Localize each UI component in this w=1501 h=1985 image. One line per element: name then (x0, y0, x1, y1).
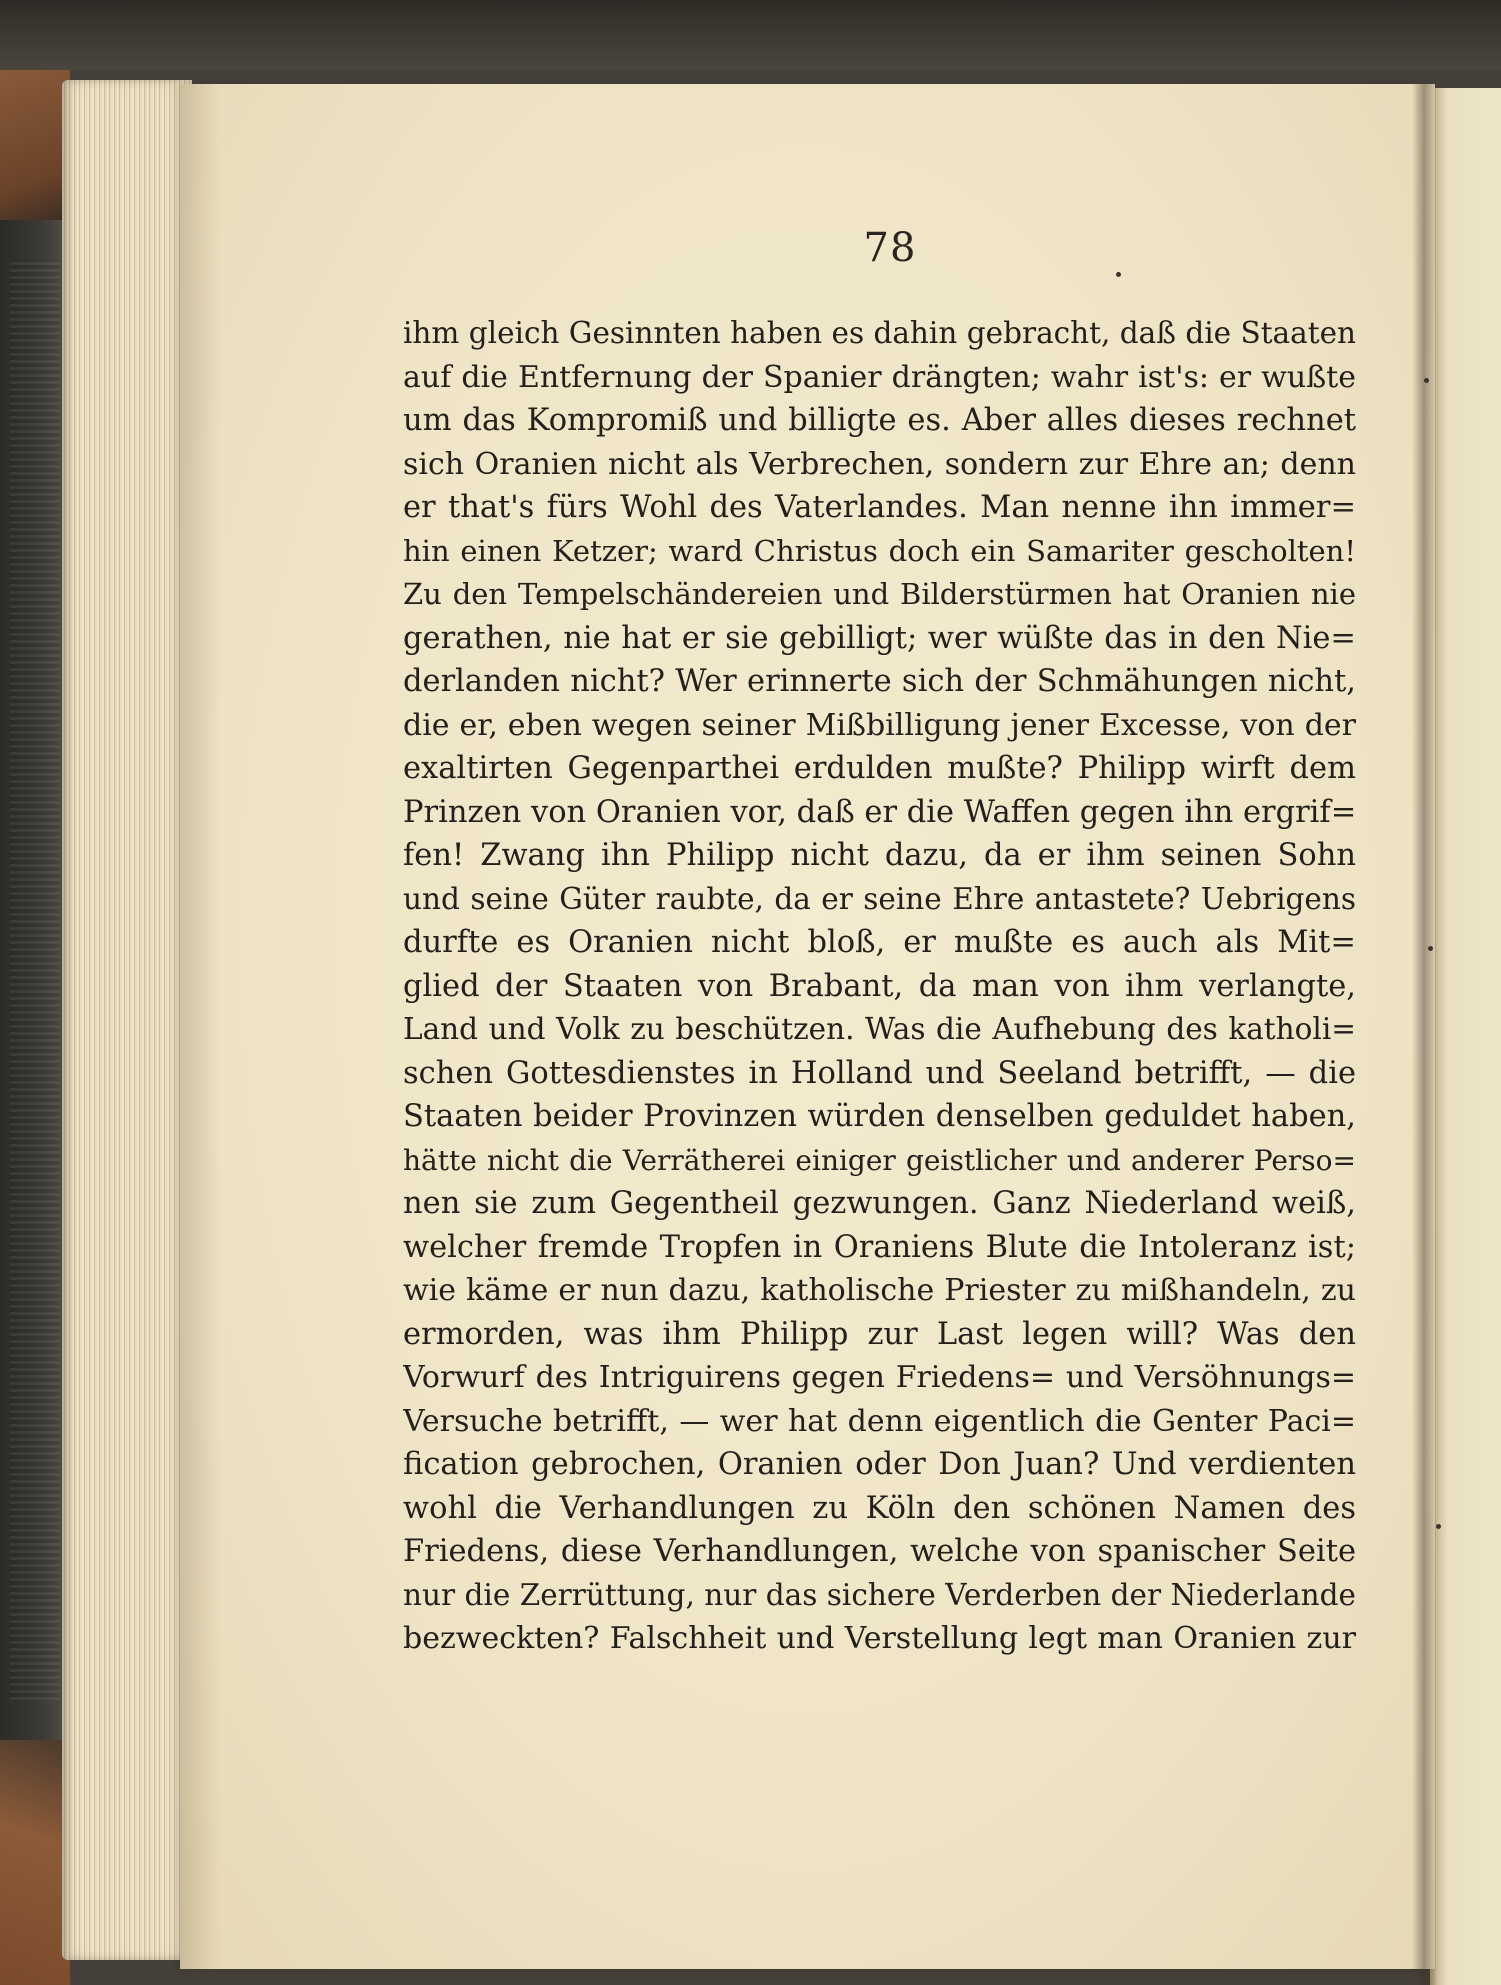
text-line: Staaten beider Provinzen würden denselben geduldet haben, (403, 1099, 1356, 1134)
text-line: Prinzen von Oranien vor, daß er die Waffen gegen ihn ergrif= (403, 794, 1356, 830)
text-line: auf die Entfernung der Spanier drängten; wahr ist's: er wußte (403, 359, 1356, 395)
page-fold-shadow (1412, 84, 1436, 1985)
page-number: 78 (863, 225, 917, 271)
margin-mark (1116, 272, 1121, 277)
text-line: gerathen, nie hat er sie gebilligt; wer wüßte das in den Nie= (403, 620, 1356, 656)
text-line: bezweckten? Falschheit und Verstellung legt man Oranien zur (403, 1621, 1356, 1656)
text-line: nur die Zerrüttung, nur das sichere Verderben der Niederlande (403, 1577, 1356, 1612)
text-line: glied der Staaten von Brabant, da man von ihm verlangte, (403, 968, 1356, 1004)
text-line: hätte nicht die Verrätherei einiger geistlicher und anderer Perso= (403, 1143, 1356, 1177)
text-line: um das Kompromiß und billigte es. Aber alles dieses rechnet (403, 403, 1356, 438)
text-line: schen Gottesdienstes in Holland und Seeland betrifft, — die (403, 1055, 1356, 1091)
text-line: Friedens, diese Verhandlungen, welche von spanischer Seite (403, 1534, 1356, 1569)
text-line: derlanden nicht? Wer erinnerte sich der Schmähungen nicht, (403, 664, 1356, 699)
text-line: wie käme er nun dazu, katholische Priester zu mißhandeln, zu (403, 1273, 1356, 1308)
text-line: Vorwurf des Intriguirens gegen Friedens= und Versöhnungs= (403, 1360, 1356, 1395)
text-line: exaltirten Gegenparthei erdulden mußte? Philipp wirft dem (403, 751, 1356, 786)
cover-texture (10, 260, 60, 1700)
page-text (403, 312, 1356, 1661)
text-line: die er, eben wegen seiner Mißbilligung jener Excesse, von der (403, 707, 1356, 743)
page-edges (62, 80, 192, 1960)
text-line: ihm gleich Gesinnten haben es dahin gebracht, daß die Staaten (403, 316, 1356, 350)
text-line: fen! Zwang ihn Philipp nicht dazu, da er ihm seinen Sohn (403, 838, 1356, 873)
margin-mark (1428, 946, 1433, 951)
text-line: sich Oranien nicht als Verbrechen, sondern zur Ehre an; denn (403, 446, 1356, 482)
facing-page (1430, 88, 1501, 1985)
text-line: wohl die Verhandlungen zu Köln den schönen Namen des (403, 1490, 1356, 1526)
text-line: und seine Güter raubte, da er seine Ehre antastete? Uebrigens (403, 881, 1356, 916)
text-line: er that's fürs Wohl des Vaterlandes. Man nenne ihn immer= (403, 490, 1356, 525)
text-line: Versuche betrifft, — wer hat denn eigentlich die Genter Paci= (403, 1403, 1356, 1439)
text-line: Zu den Tempelschändereien und Bilderstürmen hat Oranien nie (403, 577, 1356, 611)
text-line: fication gebrochen, Oranien oder Don Juan? Und verdienten (403, 1447, 1356, 1482)
text-line: welcher fremde Tropfen in Oraniens Blute die Intoleranz ist; (403, 1229, 1356, 1265)
gutter-shadow (180, 84, 220, 1969)
margin-mark (1424, 378, 1429, 383)
text-line: durfte es Oranien nicht bloß, er mußte es auch als Mit= (403, 925, 1356, 960)
text-line: nen sie zum Gegentheil gezwungen. Ganz Niederland weiß, (403, 1186, 1356, 1221)
text-line: Land und Volk zu beschützen. Was die Aufhebung des katholi= (403, 1012, 1356, 1046)
text-line: ermorden, was ihm Philipp zur Last legen will? Was den (403, 1316, 1356, 1352)
cover-leather-corner-top (0, 70, 70, 220)
cover-leather-corner-bottom (0, 1740, 70, 1985)
background-shadow (0, 0, 1501, 70)
text-line: hin einen Ketzer; ward Christus doch ein Samariter gescholten! (403, 533, 1356, 568)
margin-mark (1436, 1524, 1441, 1529)
